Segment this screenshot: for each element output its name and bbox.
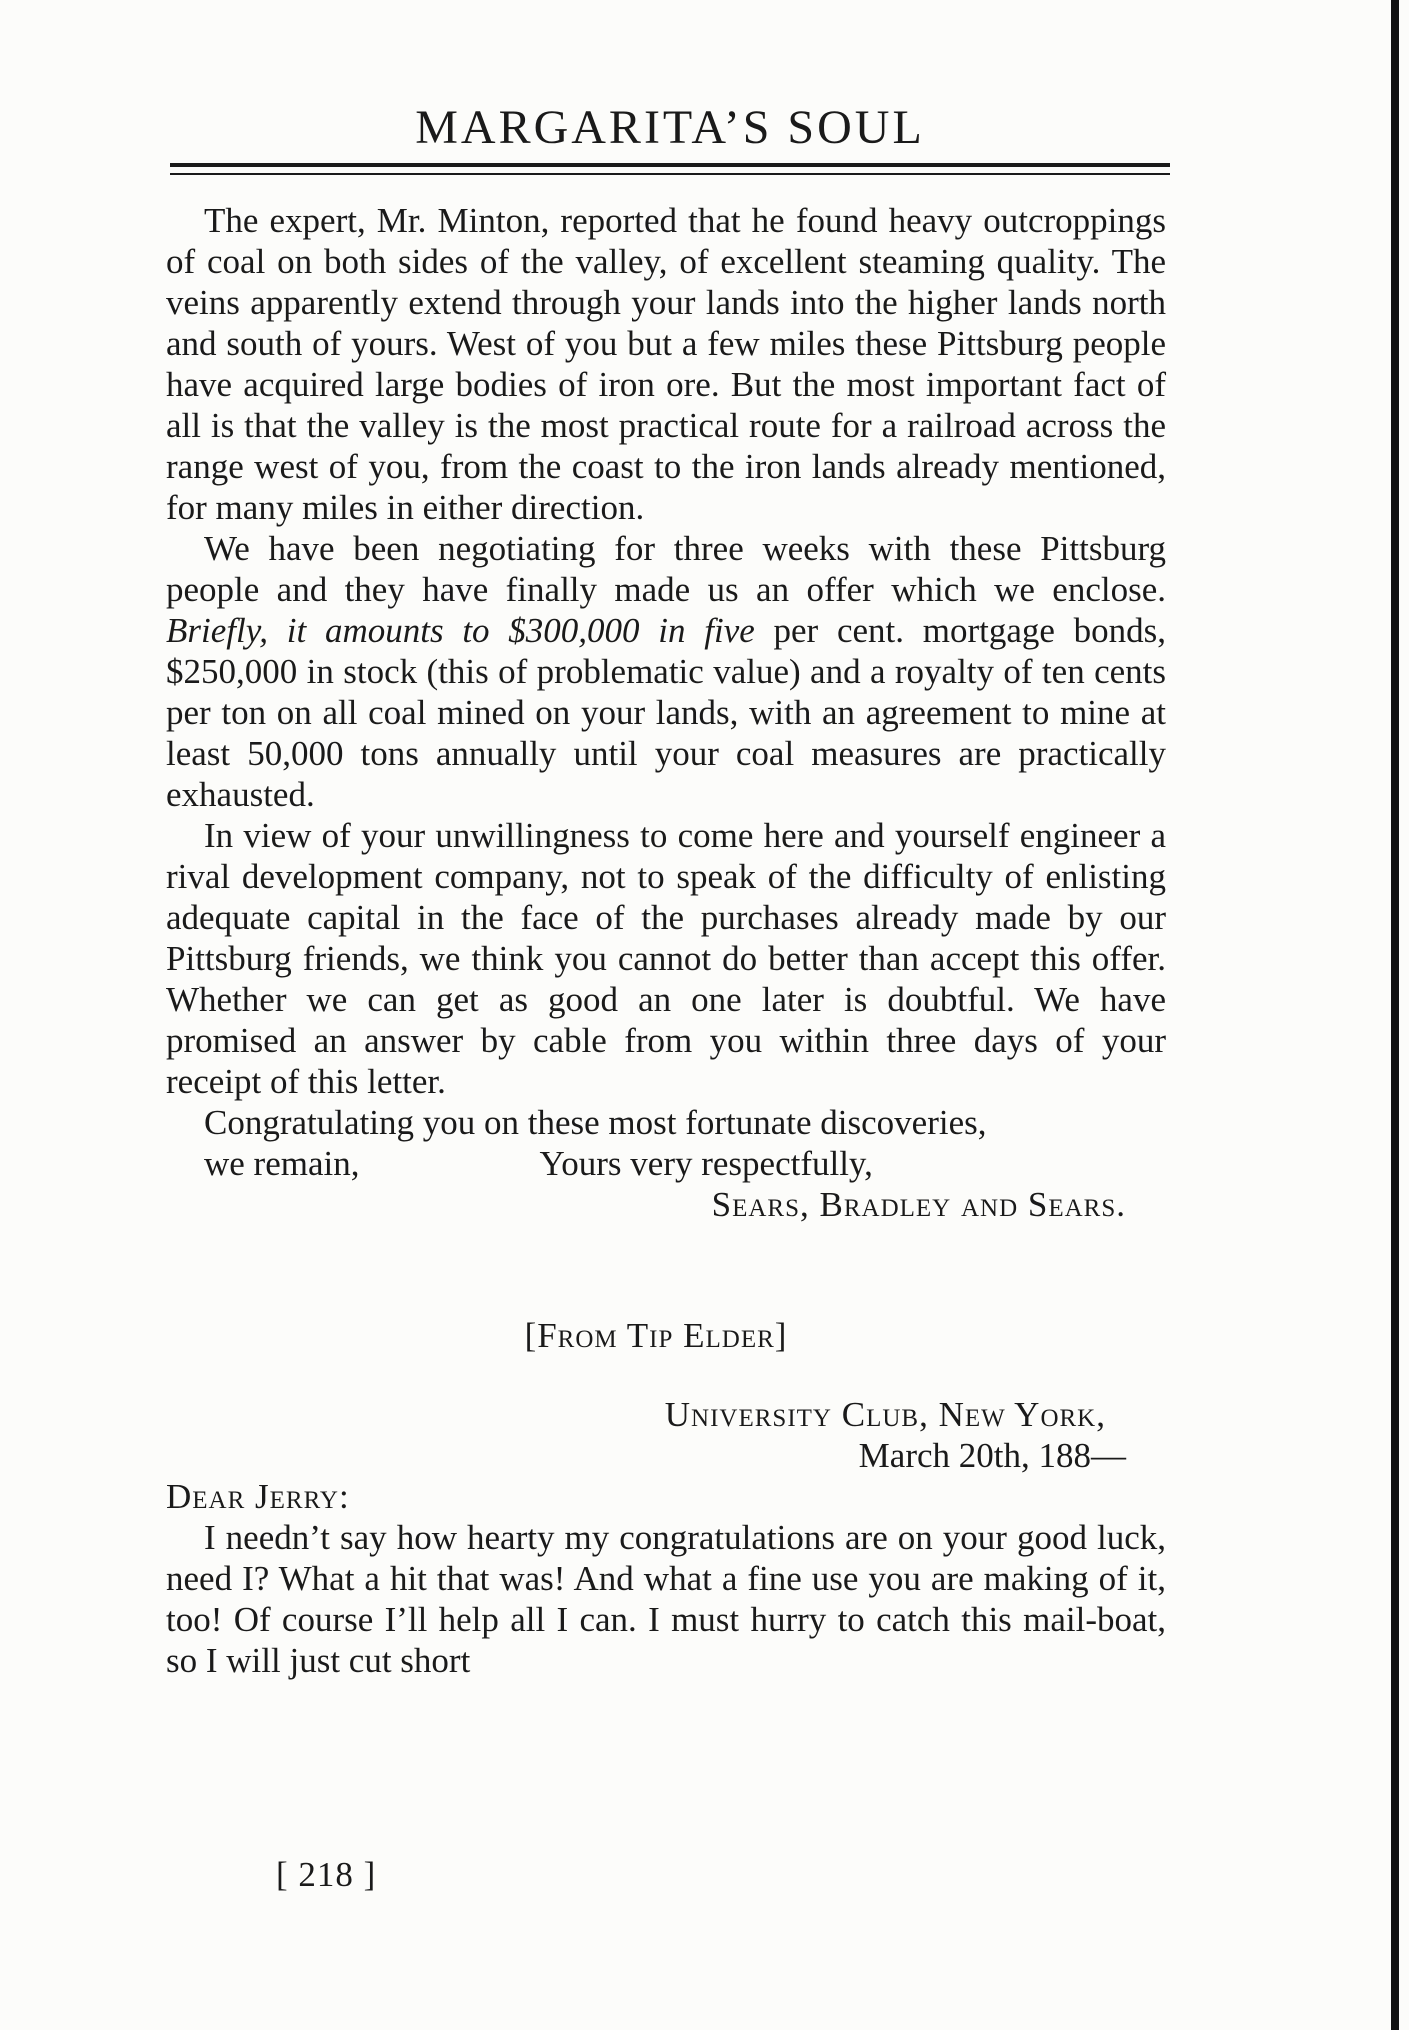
letter-date: March 20th, 188— — [858, 1436, 1126, 1475]
offer-rest: per cent. mortgage bonds, $250,000 in stock (this of problematic value) and a royalty of ten cents per ton on all coal mined on your lands, with an agreement to mine at least 50,000 tons annually until your coal measures are practically exhausted. — [166, 611, 1167, 814]
paragraph-offer — [166, 528, 1166, 815]
running-head: MARGARITA’S SOUL — [415, 101, 925, 154]
letter-address: University Club, New York, — [664, 1395, 1106, 1434]
paragraph-recommendation: In view of your unwillingness to come here and yourself engineer a rival development company, not to speak of the difficulty of enlisting adequate capital in the face of the purchases already made by our Pittsburg friends, we think you cannot do better than accept this offer. Whether we can get as good an one later is doubtful. We have promised an answer by cable from you within three days of your receipt of this letter. — [166, 816, 1166, 1101]
header-rule-thick — [170, 163, 1170, 167]
closing-line — [166, 1143, 1166, 1184]
offer-lead: We have been negotiating for three weeks with these Pittsburg people and they have finally made us an offer which we enclose. — [166, 529, 1166, 609]
paragraph-congratulations: Congratulating you on these most fortunate discoveries, — [204, 1103, 987, 1142]
body-text — [166, 200, 1166, 1681]
header-rule-thin — [170, 173, 1170, 175]
closing-left: we remain, — [204, 1144, 360, 1183]
salutation: Dear Jerry: — [166, 1477, 350, 1516]
page-number: [ 218 ] — [276, 1855, 377, 1894]
closing-right: Yours very respectfully, — [539, 1144, 873, 1183]
page-edge-shadow — [1391, 0, 1399, 2030]
signature: Sears, Bradley and Sears. — [711, 1185, 1126, 1224]
offer-italic: Briefly, it amounts to $300,000 in five — [166, 611, 755, 650]
paragraph-expert-report: The expert, Mr. Minton, reported that he found heavy outcroppings of coal on both sides of the valley, of excellent steaming quality. The veins apparently extend through your lands into the higher lands north and south of yours. West of you but a few miles these Pittsburg people have acquired large bodies of iron ore. But the most important fact of all is that the valley is the most practical route for a railroad across the range west of you, from the coast to the iron lands already mentioned, for many miles in either direction. — [166, 201, 1166, 527]
letter-heading: [From Tip Elder] — [524, 1316, 788, 1355]
paragraph-tip-letter: I needn’t say how hearty my congratulations are on your good luck, need I? What a hit that was! And what a fine use you are making of it, too! Of course I’ll help all I can. I must hurry to catch this mail-boat, so I will just cut short — [166, 1518, 1166, 1680]
